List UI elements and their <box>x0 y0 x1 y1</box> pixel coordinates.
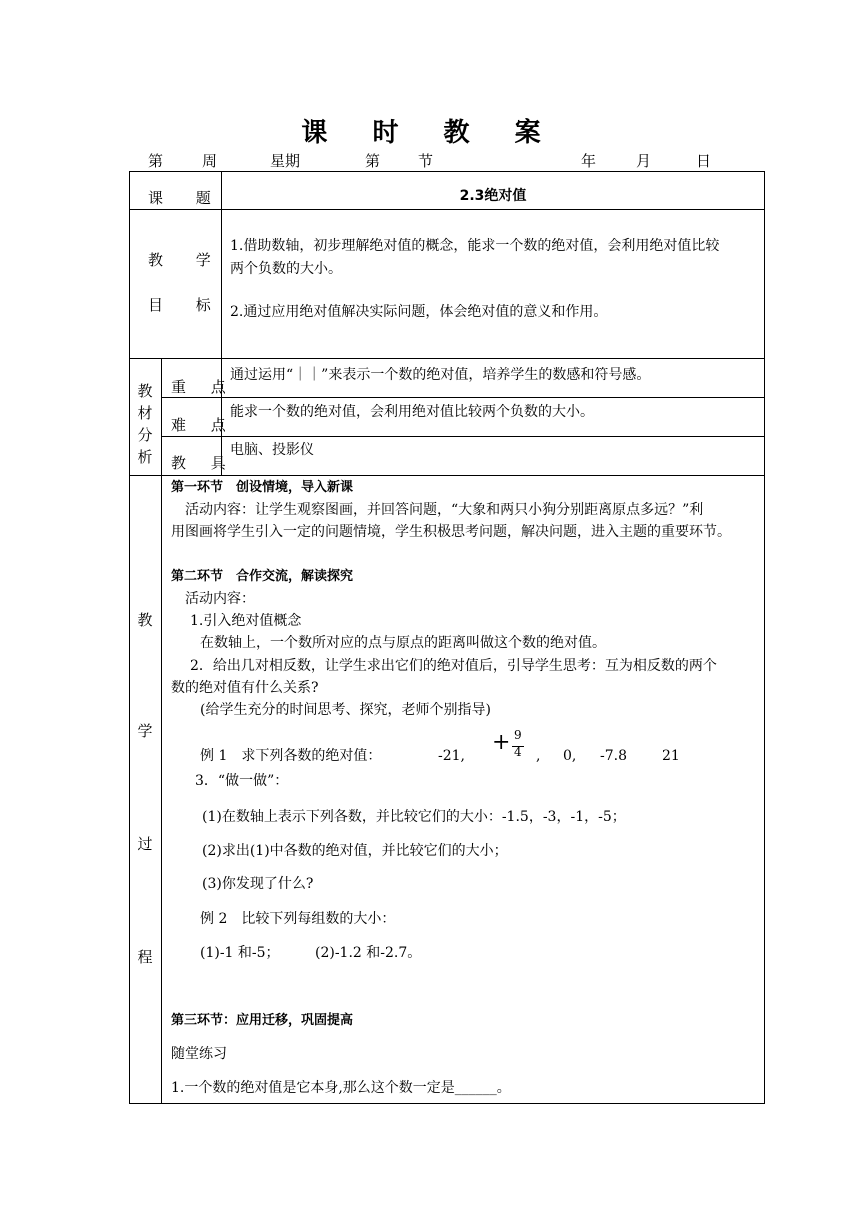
section-2-activity: 活动内容： <box>185 591 255 607</box>
row-divider <box>161 397 765 398</box>
process-label-char: 教 <box>137 611 153 629</box>
row-divider <box>129 209 765 210</box>
section-2-item-3: 3．“做一做”： <box>195 773 289 789</box>
fraction-numerator: 9 <box>514 728 522 742</box>
key-point-text: 通过运用“｜｜”来表示一个数的绝对值，培养学生的数感和符号感。 <box>230 367 651 383</box>
tools-label: 教 具 <box>171 454 236 472</box>
process-label-char: 过 <box>137 835 153 853</box>
section-1-title: 第一环节 创设情境，导入新课 <box>171 480 354 495</box>
analysis-label-char: 分 <box>137 426 153 444</box>
example-1-number: -7.8 <box>600 748 627 764</box>
difficulty-text: 能求一个数的绝对值，会利用绝对值比较两个负数的大小。 <box>230 404 594 420</box>
process-label-char: 学 <box>137 722 153 740</box>
section-3-title: 第三环节：应用迁移，巩固提高 <box>171 1013 354 1028</box>
process-label-char: 程 <box>137 948 153 966</box>
objective-1-line2: 两个负数的大小。 <box>230 261 342 277</box>
page-title: 课 时 教 案 <box>301 118 559 148</box>
example-2-part-b: (2)-1.2 和-2.7。 <box>315 945 422 961</box>
day-label: 日 <box>696 152 712 170</box>
fraction-denominator: 4 <box>514 745 522 759</box>
analysis-label <box>135 380 155 468</box>
objective-1-line1: 1.借助数轴，初步理解绝对值的概念，能求一个数的绝对值，会利用绝对值比较 <box>230 238 720 254</box>
task-2: (2)求出(1)中各数的绝对值，并比较它们的大小； <box>202 843 508 859</box>
section-2-item-1: 1.引入绝对值概念 <box>190 613 302 629</box>
week-prefix: 第 <box>148 152 164 170</box>
example-1-fraction <box>492 728 541 766</box>
section-2-item-1-detail: 在数轴上，一个数所对应的点与原点的距离叫做这个数的绝对值。 <box>200 635 606 651</box>
objectives-label-line2: 目 标 <box>148 296 225 314</box>
analysis-label-char: 材 <box>137 404 153 422</box>
analysis-label-char: 教 <box>137 382 153 400</box>
section-2-item-2-line1: 2．给出几对相反数，让学生求出它们的绝对值后，引导学生思考：互为相反数的两个 <box>190 658 717 674</box>
row-divider <box>161 436 765 437</box>
section-2-item-2-note: (给学生充分的时间思考、探究，老师个别指导) <box>200 702 491 718</box>
task-3: (3)你发现了什么? <box>202 876 314 892</box>
section-2-item-2-line2: 数的绝对值有什么关系? <box>171 680 319 696</box>
row-divider <box>129 358 765 359</box>
topic-label: 课 题 <box>148 189 225 207</box>
analysis-label-char: 析 <box>137 448 153 466</box>
objectives-label-line1: 教 学 <box>148 251 225 269</box>
section-1-line2: 用图画将学生引入一定的问题情境，学生积极思考问题，解决问题，进入主题的重要环节。 <box>171 524 731 540</box>
key-point-label: 重 点 <box>171 378 236 396</box>
month-label: 月 <box>636 152 652 170</box>
topic-value: 2.3绝对值 <box>459 188 527 204</box>
section-1-line1: 活动内容：让学生观察图画，并回答问题，“大象和两只小狗分别距离原点多远？”利 <box>185 502 704 518</box>
example-1-number: 0, <box>563 748 577 764</box>
row-divider <box>129 475 765 476</box>
weekday-label: 星期 <box>270 152 301 170</box>
practice-label: 随堂练习 <box>171 1046 227 1062</box>
example-2-label: 例 2 比较下列每组数的大小： <box>200 911 396 927</box>
example-1-label: 例 1 求下列各数的绝对值： <box>200 748 382 764</box>
section-2-title: 第二环节 合作交流，解读探究 <box>171 569 354 584</box>
plus-sign: + <box>492 730 511 755</box>
week-suffix: 周 <box>202 152 218 170</box>
objective-2: 2.通过应用绝对值解决实际问题，体会绝对值的意义和作用。 <box>230 304 608 320</box>
example-1-separator: , <box>536 748 541 764</box>
example-2-part-a: (1)-1 和-5； <box>200 945 280 961</box>
year-label: 年 <box>581 152 597 170</box>
tools-text: 电脑、投影仪 <box>230 442 314 458</box>
example-1-number: 21 <box>662 748 680 764</box>
task-1: (1)在数轴上表示下列各数，并比较它们的大小：-1.5，-3，-1，-5； <box>202 809 626 825</box>
period-prefix: 第 <box>365 152 381 170</box>
example-1-number: -21, <box>438 748 465 764</box>
practice-question-1: 1.一个数的绝对值是它本身,那么这个数一定是______。 <box>171 1080 511 1096</box>
difficulty-label: 难 点 <box>171 416 236 434</box>
period-suffix: 节 <box>418 152 434 170</box>
divider-outer-label-column <box>161 358 162 1104</box>
